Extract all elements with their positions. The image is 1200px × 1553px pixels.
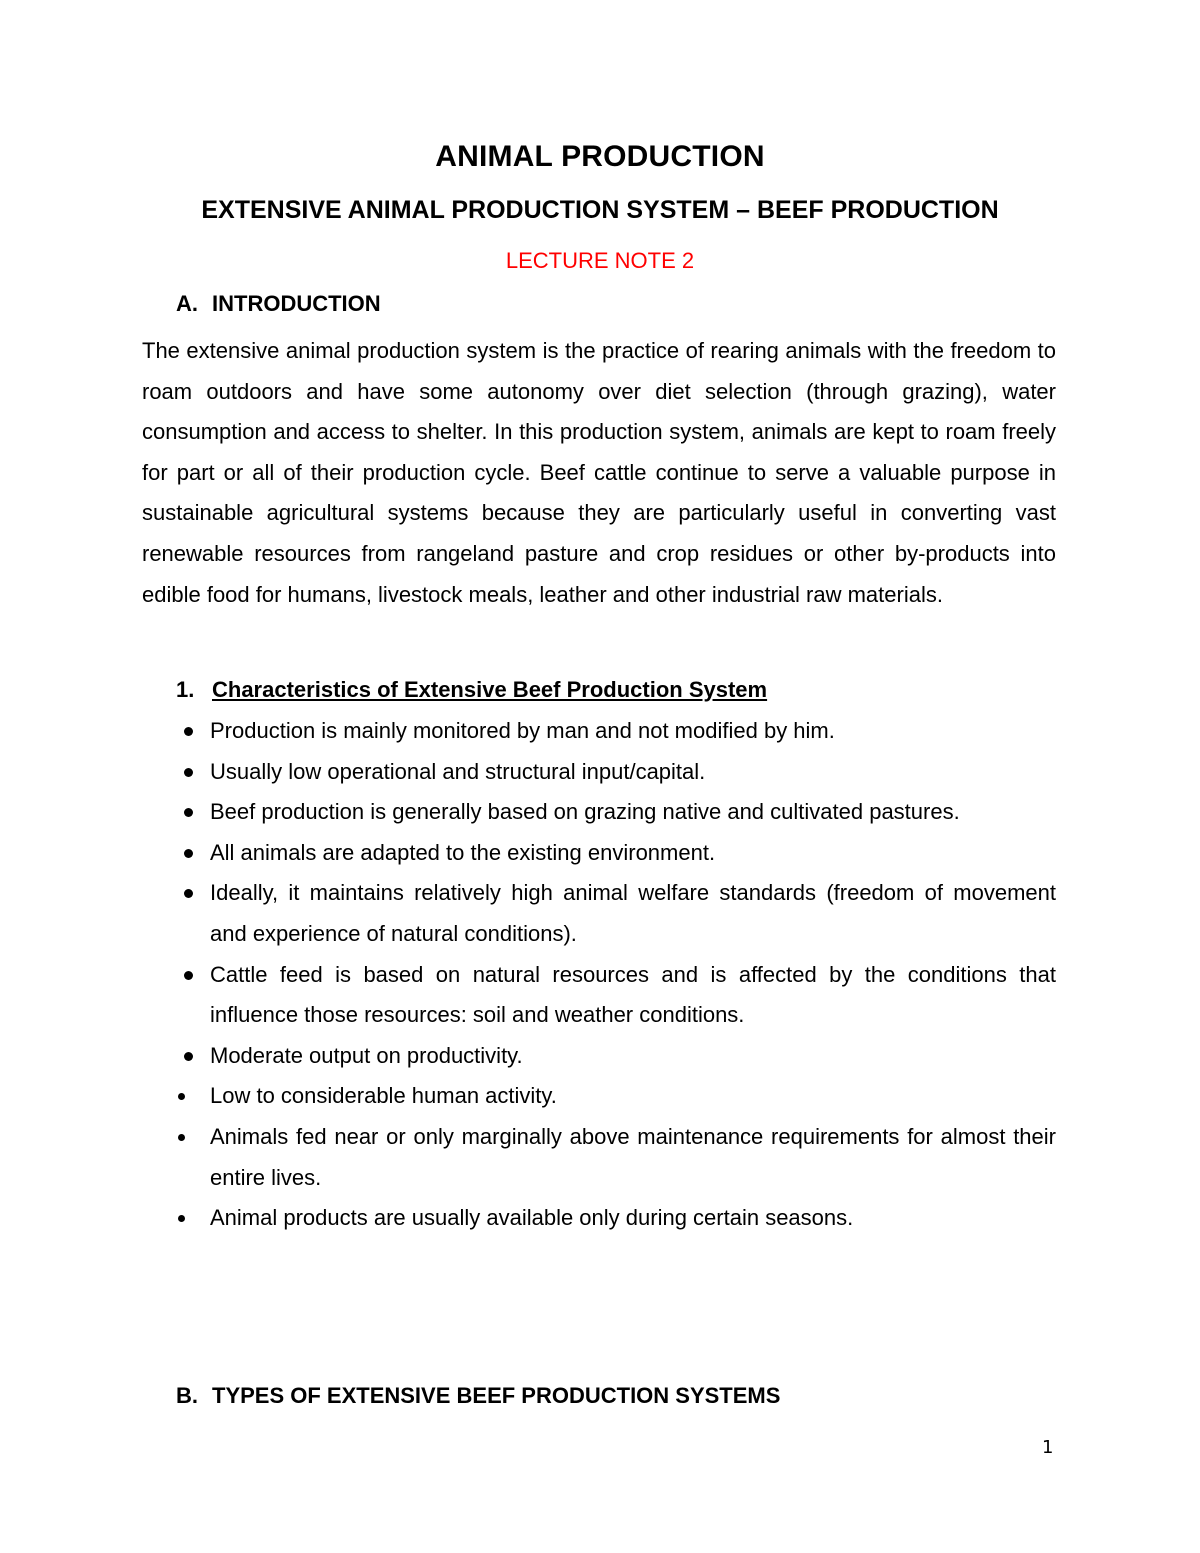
page-number: 1 bbox=[1042, 1437, 1054, 1458]
section-b-heading-text: TYPES OF EXTENSIVE BEEF PRODUCTION SYSTEMS bbox=[212, 1383, 781, 1408]
bullet-icon bbox=[184, 971, 193, 980]
list-item-text: Moderate output on productivity. bbox=[210, 1042, 523, 1068]
list-item bbox=[142, 1198, 1056, 1239]
characteristics-list bbox=[142, 711, 1056, 1239]
list-item bbox=[142, 955, 1056, 1036]
list-item bbox=[142, 711, 1056, 752]
list-item-text: Low to considerable human activity. bbox=[210, 1083, 557, 1109]
bullet-icon bbox=[184, 727, 193, 736]
list-item bbox=[142, 1117, 1056, 1198]
document-title: ANIMAL PRODUCTION bbox=[435, 140, 765, 173]
list-item bbox=[142, 833, 1056, 874]
list-item bbox=[142, 752, 1056, 793]
list-item-text: All animals are adapted to the existing environment. bbox=[210, 839, 716, 865]
list-item bbox=[142, 792, 1056, 833]
subsection-1-marker: 1. bbox=[176, 677, 195, 702]
bullet-icon bbox=[178, 1093, 185, 1100]
section-a-marker: A. bbox=[176, 291, 198, 316]
lecture-label: LECTURE NOTE 2 bbox=[505, 248, 695, 273]
document-subtitle: EXTENSIVE ANIMAL PRODUCTION SYSTEM – BEEF PRODUCTION bbox=[201, 196, 999, 224]
bullet-icon bbox=[184, 889, 193, 898]
bullet-icon bbox=[178, 1215, 185, 1222]
bullet-icon bbox=[184, 849, 193, 858]
subsection-1-heading bbox=[176, 677, 767, 703]
list-item-text: Production is mainly monitored by man and not modified by him. bbox=[210, 718, 835, 743]
list-item-text: Animal products are usually available only during certain seasons. bbox=[210, 1205, 854, 1231]
section-a-heading bbox=[176, 291, 381, 317]
list-item-text: Cattle feed is based on natural resources and is affected by the conditions that influence those resources: soil and weather conditions. bbox=[210, 961, 1056, 1028]
list-item bbox=[142, 1036, 1056, 1077]
introduction-paragraph: The extensive animal production system is the practice of rearing animals with the freedom to roam outdoors and have some autonomy over diet selection (through grazing), water consumption and access to shelter. In this production system, animals are kept to roam freely for part or all of their production cycle. Beef cattle continue to serve a valuable purpose in sustainable agricultural systems because they are particularly useful in converting vast renewable resources from rangeland pasture and crop residues or other by-products into edible food for humans, livestock meals, leather and other industrial raw materials. bbox=[142, 338, 1056, 607]
list-item bbox=[142, 1076, 1056, 1117]
bullet-icon bbox=[184, 808, 193, 817]
list-item-text: Animals fed near or only marginally above maintenance requirements for almost their entire lives. bbox=[210, 1123, 1056, 1190]
list-item bbox=[142, 873, 1056, 954]
bullet-icon bbox=[184, 1052, 193, 1061]
bullet-icon bbox=[178, 1134, 185, 1141]
section-b-marker: B. bbox=[176, 1383, 198, 1408]
list-item-text: Ideally, it maintains relatively high animal welfare standards (freedom of movement and experience of natural conditions). bbox=[210, 880, 1056, 946]
section-a-heading-text: INTRODUCTION bbox=[212, 291, 381, 316]
section-b-heading bbox=[176, 1383, 780, 1409]
bullet-icon bbox=[184, 768, 193, 777]
subsection-1-heading-text: Characteristics of Extensive Beef Production System bbox=[212, 677, 768, 702]
list-item-text: Beef production is generally based on grazing native and cultivated pastures. bbox=[210, 799, 960, 825]
list-item-text: Usually low operational and structural input/capital. bbox=[210, 758, 706, 784]
